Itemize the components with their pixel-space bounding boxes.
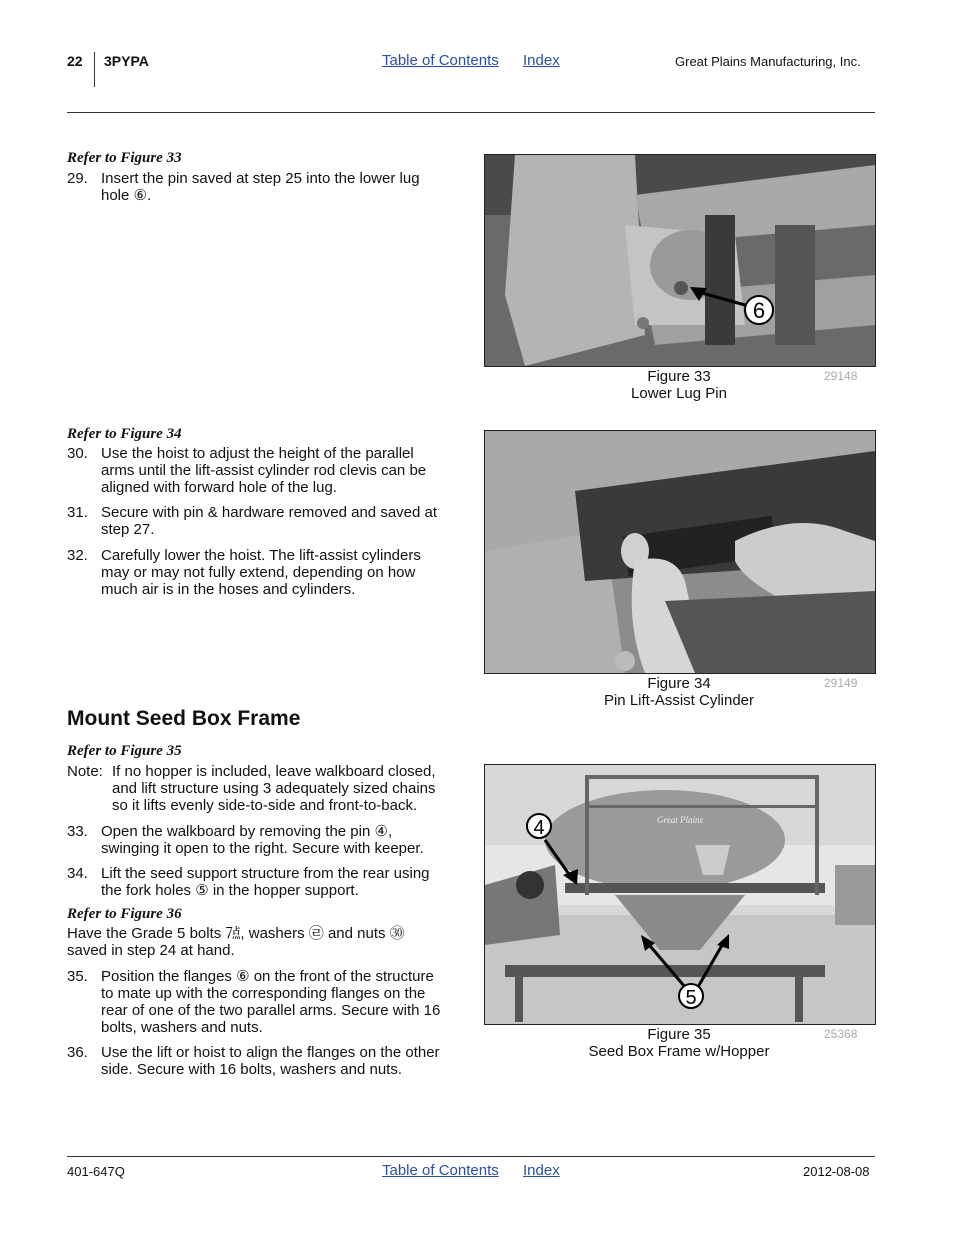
step-number: 31.: [67, 504, 88, 521]
step-line: the fork holes ⑤ in the hopper support.: [101, 882, 359, 899]
step-line: Secure with pin & hardware removed and saved at: [101, 504, 438, 521]
figure-33-callout: 6: [752, 298, 766, 323]
step-line: step 27.: [101, 521, 155, 538]
document-number: 401-647Q: [67, 1164, 125, 1179]
step-31: [67, 504, 467, 540]
figure-35-photo: [484, 764, 876, 1025]
document-date: 2012-08-08: [803, 1164, 870, 1179]
figure-33-photo: [484, 154, 876, 367]
step-30: [67, 445, 467, 499]
intro-line: saved in step 24 at hand.: [67, 942, 235, 959]
step-number: 29.: [67, 170, 88, 187]
model-name: 3PYPA: [104, 53, 149, 69]
step-number: 32.: [67, 547, 88, 564]
step-line: to mate up with the corresponding flanges on the: [101, 985, 426, 1002]
footer-toc-link[interactable]: Table of Contents: [382, 1162, 499, 1179]
figure-35-title: Figure 35: [647, 1026, 711, 1043]
step-line: Open the walkboard by removing the pin ④,: [101, 823, 393, 840]
figure-34-image-number: 29149: [824, 676, 858, 690]
step-number: 33.: [67, 823, 88, 840]
step-line: Lift the seed support structure from the rear using: [101, 865, 430, 882]
figure-35-callout-5: 5: [685, 987, 697, 1009]
refer-figure-36: Refer to Figure 36: [67, 906, 182, 922]
step-32: [67, 547, 467, 601]
refer-figure-34: Refer to Figure 34: [67, 426, 182, 442]
section-heading: Mount Seed Box Frame: [67, 707, 301, 730]
step-line: aligned with forward hole of the lug.: [101, 479, 337, 496]
step-line: much air is in the hoses and cylinders.: [101, 581, 356, 598]
step-33: [67, 823, 467, 859]
step-line: swinging it open to the right. Secure with keeper.: [101, 840, 424, 857]
step-35: [67, 968, 467, 1038]
figure-33-image-number: 29148: [824, 369, 858, 383]
step-line: Carefully lower the hoist. The lift-assist cylinders: [101, 547, 421, 564]
intro-block: [67, 925, 467, 961]
note-label: Note:: [67, 763, 103, 780]
step-line: hole ⑥.: [101, 187, 152, 204]
note-line: and lift structure using 3 adequately sized chains: [112, 780, 436, 797]
header-toc-link[interactable]: Table of Contents: [382, 52, 499, 69]
footer-rule: [67, 1156, 875, 1157]
header-index-link[interactable]: Index: [523, 52, 560, 69]
step-line: arms until the lift-assist cylinder rod clevis can be: [101, 462, 427, 479]
footer-index-link[interactable]: Index: [523, 1162, 560, 1179]
step-line: side. Secure with 16 bolts, washers and nuts.: [101, 1061, 402, 1078]
hopper-brand-label: Great Plains: [657, 815, 703, 825]
step-line: bolts, washers and nuts.: [101, 1019, 263, 1036]
company-name: Great Plains Manufacturing, Inc.: [675, 54, 861, 69]
step-number: 35.: [67, 968, 88, 985]
figure-35-callout-4: 4: [533, 817, 545, 839]
step-line: Position the flanges ⑥ on the front of the structure: [101, 968, 434, 985]
page-number: 22: [67, 53, 83, 69]
figure-34-title: Figure 34: [647, 675, 711, 692]
step-36: [67, 1044, 467, 1080]
figure-33-caption: [584, 368, 774, 402]
refer-figure-33: Refer to Figure 33: [67, 150, 182, 166]
step-29: [67, 170, 467, 210]
figure-33-subtitle: Lower Lug Pin: [631, 385, 727, 402]
step-number: 34.: [67, 865, 88, 882]
step-line: Use the hoist to adjust the height of the parallel: [101, 445, 414, 462]
step-line: Use the lift or hoist to align the flanges on the other: [101, 1044, 440, 1061]
figure-34-photo: [484, 430, 876, 674]
step-line: rear of one of the two parallel arms. Secure with 16: [101, 1002, 441, 1019]
step-line: Insert the pin saved at step 25 into the lower lug: [101, 170, 420, 187]
figure-35-image-number: 25368: [824, 1027, 858, 1041]
note-line: If no hopper is included, leave walkboard closed,: [112, 763, 436, 780]
intro-line: Have the Grade 5 bolts ㍟, washers ㉣ and nuts ㉚: [67, 925, 405, 942]
note-block: [67, 763, 467, 817]
figure-33-title: Figure 33: [647, 368, 711, 385]
refer-figure-35: Refer to Figure 35: [67, 743, 182, 759]
header-rule: [67, 112, 875, 113]
figure-35-caption: [574, 1026, 784, 1060]
note-line: so it lifts evenly side-to-side and front-to-back.: [112, 797, 418, 814]
header-divider: [94, 52, 95, 87]
figure-34-caption: [584, 675, 774, 709]
figure-35-subtitle: Seed Box Frame w/Hopper: [588, 1043, 770, 1060]
step-number: 30.: [67, 445, 88, 462]
step-34: [67, 865, 467, 901]
step-line: may or may not fully extend, depending on how: [101, 564, 416, 581]
figure-34-subtitle: Pin Lift-Assist Cylinder: [603, 692, 755, 709]
step-number: 36.: [67, 1044, 88, 1061]
